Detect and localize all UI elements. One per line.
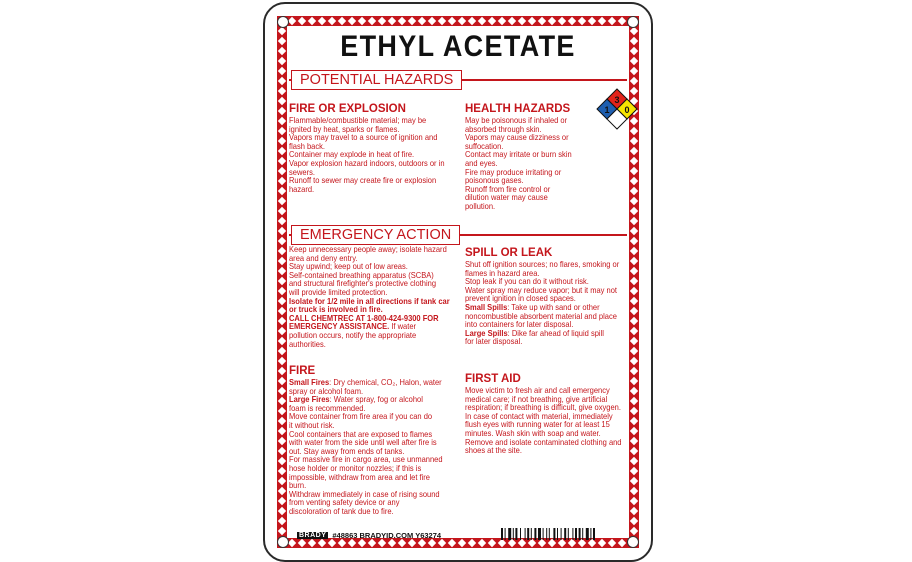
- emergency-text-2: If water pollution occurs, notify the appropriate authorities.: [289, 322, 417, 349]
- large-spills-text: : Dike far ahead of liquid spill for later disposal.: [465, 328, 604, 347]
- sign-content: [289, 28, 630, 540]
- fire-text: [289, 379, 462, 517]
- small-spills-label: Small Spills: [465, 302, 508, 312]
- nfpa-flammability: 3: [614, 95, 620, 105]
- nfpa-diamond-icon: [596, 88, 638, 130]
- mounting-hole-bottom-right: [627, 536, 639, 548]
- emergency-action-text: [289, 246, 462, 349]
- first-aid-block: [465, 373, 633, 456]
- small-fires-label: Small Fires: [289, 378, 330, 387]
- fire-or-explosion-block: [289, 103, 461, 194]
- chemical-title: ETHYL ACETATE: [340, 30, 576, 63]
- emergency-text-1: Keep unnecessary people away; isolate hazard area and deny entry. Stay upwind; keep out of low areas. Self-contained breathing apparatus (SCBA) and structural firefighter's protective clothing will provide limited protection.: [289, 245, 447, 297]
- mounting-hole-top-left: [277, 16, 289, 28]
- safety-sign: [263, 2, 653, 562]
- product-code: #48863 BRADYID.COM Y63274: [332, 531, 442, 540]
- fire-or-explosion-heading: FIRE OR EXPLOSION: [289, 103, 406, 115]
- spill-or-leak-heading: SPILL OR LEAK: [465, 247, 553, 259]
- spill-or-leak-text: [465, 261, 634, 347]
- large-fires-text: : Water spray, fog or alcohol foam is recommended. Move container from fire area if you can do it without risk. Cool containers that are exposed to flames with water from the side until well after fire is out. Stay away from ends of tanks. For massive fire in cargo area, use unmanned hose holder or monitor nozzles; if this is impossible, withdraw from area and let fire burn. Withdraw immediately in case of rising sound from venting safety device or any discoloration of tank due to fire.: [289, 395, 443, 516]
- large-fires-label: Large Fires: [289, 395, 330, 405]
- first-aid-text: Move victim to fresh air and call emergency medical care; if not breathing, give artificial respiration; if breathing is difficult, give oxygen. In case of contact with material, immediately flush eyes with running water for at least 15 minutes. Wash skin with soap and water. Remove and isolate contaminated clothing and shoes at the site.: [465, 386, 622, 456]
- spill-or-leak-block: [465, 247, 633, 347]
- section-title-emergency-action: EMERGENCY ACTION: [291, 225, 460, 245]
- mounting-hole-bottom-left: [277, 536, 289, 548]
- health-hazards-block: [465, 103, 595, 212]
- fire-block: [289, 365, 461, 517]
- brady-logo: BRADY: [299, 532, 327, 539]
- health-hazards-text: May be poisonous if inhaled or absorbed through skin. Vapors may cause dizziness or suffocation. Contact may irritate or burn skin and eyes. Fire may produce irritating or poisonous gases. Runoff from fire control or dilution water may cause pollution.: [465, 116, 572, 211]
- health-hazards-heading: HEALTH HAZARDS: [465, 103, 571, 115]
- emergency-bold-text: Isolate for 1/2 mile in all directions if tank car or truck is involved in fire. CALL CHEMTREC AT 1-800-424-9300 FOR EMERGENCY ASSISTANCE.: [289, 296, 450, 332]
- fire-heading: FIRE: [289, 365, 316, 377]
- nfpa-health: 1: [604, 105, 610, 115]
- fire-or-explosion-text: Flammable/combustible material; may be ignited by heat, sparks or flames. Vapors may travel to a source of ignition and flash back. Container may explode in heat of fire. Vapor explosion hazard indoors, outdoors or in sewers. Runoff to sewer may create fire or explosion hazard.: [289, 116, 445, 194]
- nfpa-reactivity: 0: [624, 105, 630, 115]
- small-fires-text: : Dry chemical, CO₂, Halon, water spray or alcohol foam.: [289, 378, 442, 396]
- small-spills-text: : Take up with sand or other noncombustible absorbent material and place into containers for later disposal.: [465, 302, 617, 330]
- large-spills-label: Large Spills: [465, 328, 508, 338]
- brand-footer: [297, 531, 441, 540]
- first-aid-heading: FIRST AID: [465, 373, 521, 385]
- emergency-action-block: [289, 246, 461, 349]
- section-title-potential-hazards: POTENTIAL HAZARDS: [291, 70, 462, 90]
- mounting-hole-top-right: [627, 16, 639, 28]
- spill-text: Shut off ignition sources; no flares, smoking or flames in hazard area. Stop leak if you can do it without risk. Water spray may reduce vapor; but it may not prevent ignition in closed spaces.: [465, 260, 620, 304]
- barcode-icon: [501, 528, 621, 540]
